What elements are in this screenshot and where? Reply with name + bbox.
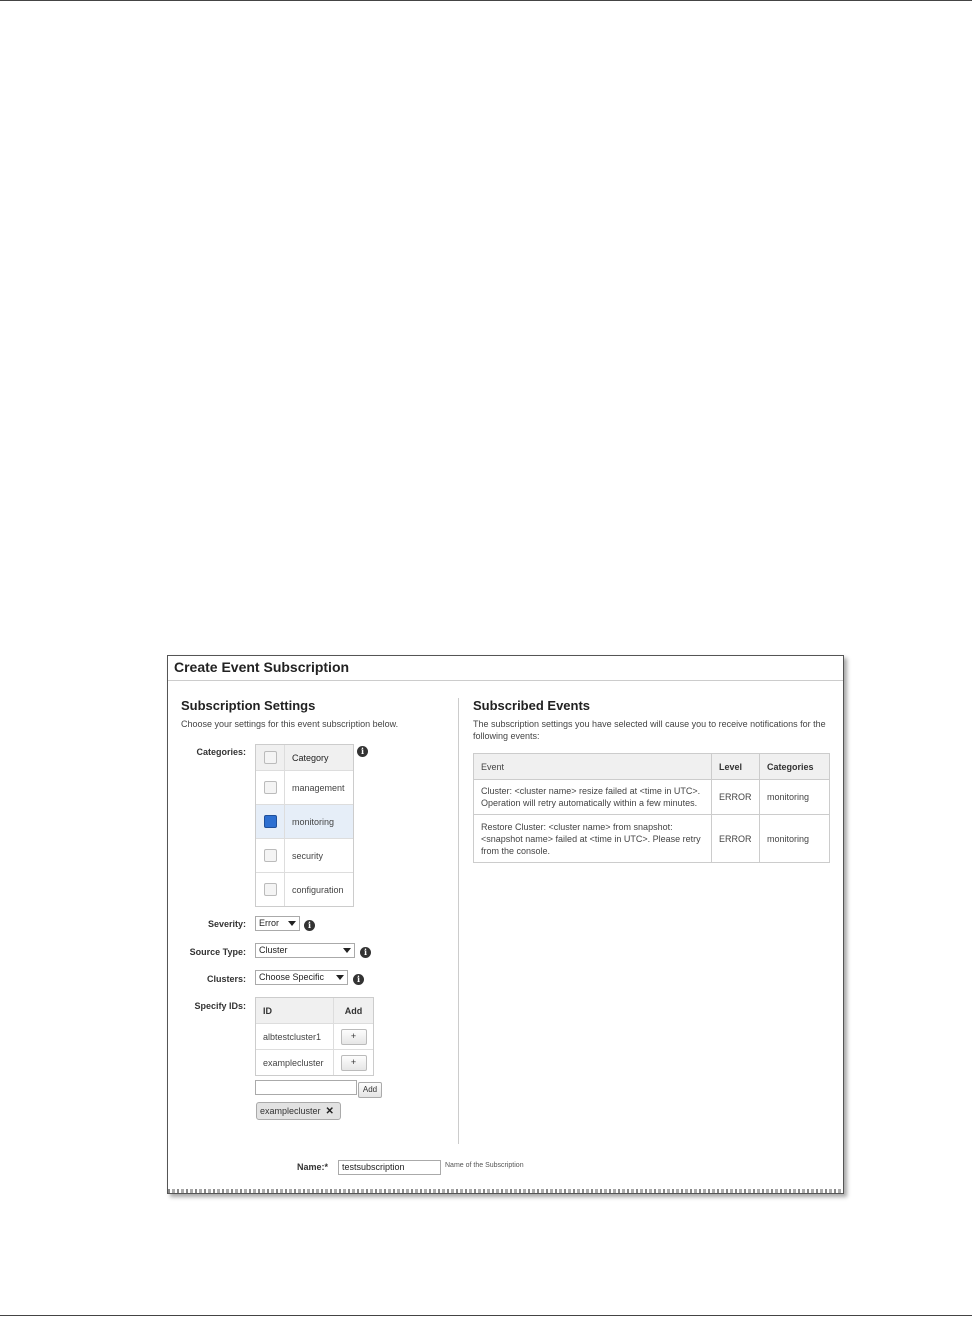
page-top-rule [0,0,972,1]
event-row [474,780,830,815]
id-row-examplecluster [256,1049,373,1075]
severity-info-icon[interactable]: i [304,920,315,931]
add-cluster-button[interactable]: + [341,1055,367,1071]
clusters-label: Clusters: [206,974,246,984]
management-checkbox[interactable] [264,781,277,794]
title-divider [168,680,843,681]
level-column-header: Level [712,754,760,780]
categories-table [255,744,354,907]
category-row-configuration[interactable] [256,872,353,906]
chevron-down-icon [343,948,351,953]
clusters-select[interactable] [255,970,348,985]
event-category: monitoring [760,815,830,863]
dialog-title: Create Event Subscription [174,659,350,675]
cluster-id: albtestcluster1 [256,1024,334,1049]
categories-info-icon[interactable]: i [357,746,368,757]
category-row-security[interactable] [256,838,353,872]
event-text-line: Operation will retry automatically within a few minutes. [481,798,698,808]
event-text-line: from the console. [481,845,551,856]
add-cell [334,1029,373,1045]
subscription-settings-description: Choose your settings for this event subscription below. [181,719,399,729]
category-checkbox-cell [256,771,285,804]
category-label: security [292,850,324,861]
event-text-line: <snapshot name> failed at <time in UTC>. Please retry [481,833,701,844]
category-checkbox-cell [256,839,285,872]
category-label: management [292,782,345,793]
add-cluster-button[interactable]: + [341,1029,367,1045]
subscription-name-input[interactable]: testsubscription [338,1160,441,1175]
id-column-header: ID [256,998,334,1023]
ids-header-row [256,998,373,1023]
severity-value: Error [259,918,279,928]
chevron-down-icon [288,921,296,926]
select-all-cell [256,745,285,770]
event-description [474,780,712,815]
event-text-line: Cluster: <cluster name> resize failed at <time in UTC>. [481,786,701,796]
security-checkbox[interactable] [264,849,277,862]
severity-label: Severity: [207,919,246,929]
categories-header-row [256,745,353,770]
event-level: ERROR [712,780,760,815]
page-bottom-rule [0,1315,972,1316]
add-cell [334,1055,373,1071]
categories-column-header: Categories [760,754,830,780]
source-type-value: Cluster [259,945,288,955]
selected-cluster-tag [256,1102,341,1120]
subscription-name-label: Name:* [296,1162,328,1172]
event-category: monitoring [760,780,830,815]
add-column-header: Add [344,1005,363,1016]
clusters-value: Choose Specific [259,972,325,982]
monitoring-checkbox[interactable] [264,815,277,828]
category-row-monitoring[interactable] [256,804,353,838]
source-type-info-icon[interactable]: i [360,947,371,958]
chevron-down-icon [336,975,344,980]
select-all-checkbox[interactable] [264,751,277,764]
event-text-line: Restore Cluster: <cluster name> from snapshot: [481,821,673,832]
add-id-button[interactable]: Add [358,1082,382,1098]
category-checkbox-cell [256,805,285,838]
subscribed-events-title: Subscribed Events [473,698,591,713]
event-row [474,815,830,863]
category-checkbox-cell [256,873,285,906]
specify-ids-label: Specify IDs: [194,1001,246,1011]
close-icon[interactable]: ✕ [325,1106,334,1117]
event-level: ERROR [712,815,760,863]
subscription-name-hint: Name of the Subscription [445,1162,524,1169]
create-event-subscription-dialog [167,655,844,1194]
categories-label: Categories: [196,747,246,757]
category-column-header: Category [292,752,329,763]
configuration-checkbox[interactable] [264,883,277,896]
subscribed-events-description: The subscription settings you have selected will cause you to receive notifications for the following events: [473,719,826,741]
subscription-settings-title: Subscription Settings [181,698,316,713]
subscribed-events-table [473,753,830,863]
screenshot-torn-edge [168,1189,843,1193]
cluster-id-input[interactable] [255,1080,357,1095]
clusters-info-icon[interactable]: i [353,974,364,985]
cluster-id: examplecluster [256,1050,334,1075]
source-type-label: Source Type: [189,947,246,957]
severity-select[interactable] [255,916,300,931]
event-description [474,815,712,863]
selected-cluster-tag-label: examplecluster [260,1106,321,1116]
source-type-select[interactable] [255,943,355,958]
cluster-ids-table [255,997,374,1076]
category-label: monitoring [292,816,335,827]
column-divider [458,698,459,1144]
category-label: configuration [292,884,344,895]
category-row-management[interactable] [256,770,353,804]
events-header-row [474,754,830,780]
event-column-header: Event [474,754,712,780]
id-row-albtestcluster1 [256,1023,373,1049]
